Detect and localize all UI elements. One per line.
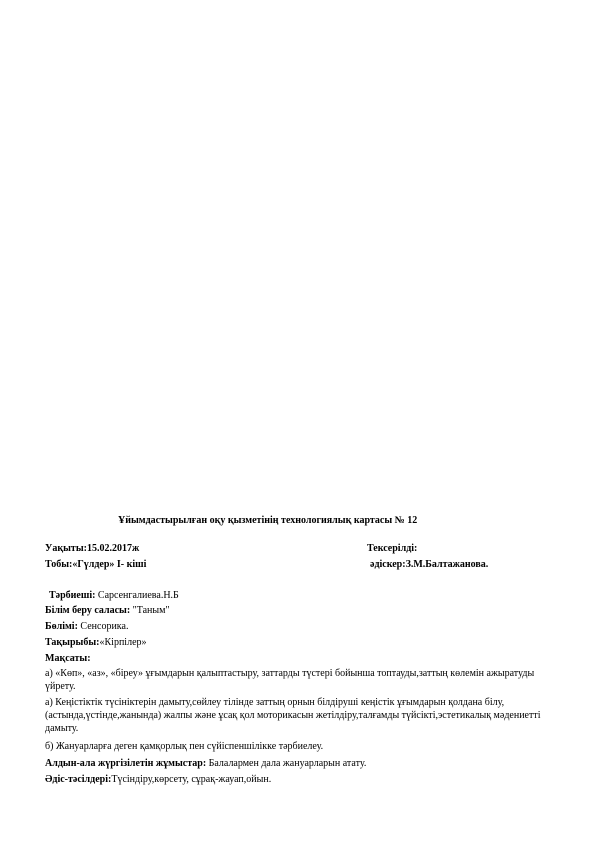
goal-a1: а) «Көп», «аз», «біреу» ұғымдарын қалыптастыру, заттарды түстері бойынша топтауды,заттың көлемін ажыратуды үйрету. <box>45 668 535 692</box>
section-value: Сенсорика. <box>77 621 129 632</box>
date-label: Уақыты: <box>45 543 87 554</box>
education-area-label: Білім беру саласы: <box>45 605 131 616</box>
methodist-line <box>370 558 488 571</box>
education-area-value: "Таным" <box>130 605 170 616</box>
goal-a2: а) Кеңістіктік түсініктерін дамыту,сөйлеу тілінде заттың орнын білдіруші кеңістік ұғымдарын қолдана білу,(астында,үстінде,жанында) жалпы және ұсақ қол моторикасын жетілдіру,талғамды түйсікті,эстетикалық мәдениетті дамыту. <box>45 697 541 734</box>
preliminary-line <box>45 757 366 770</box>
methods-label: Әдіс-тәсілдері: <box>45 774 112 785</box>
document-title: Ұйымдастырылған оқу қызметінің технологиялық картасы № 12 <box>118 515 418 526</box>
methods-line <box>45 773 271 786</box>
topic-line <box>45 636 147 649</box>
methodist-label: әдіскер: <box>370 559 406 570</box>
preliminary-label: Алдын-ала жүргізілетін жұмыстар: <box>45 758 207 769</box>
methods-value: Түсіндіру,көрсету, сұрақ-жауап,ойын. <box>111 774 272 785</box>
section-label: Бөлімі: <box>45 621 78 632</box>
topic-label: Тақырыбы: <box>45 637 100 648</box>
preliminary-value: Балалармен дала жануарларын атату. <box>206 758 367 769</box>
goal-b: б) Жануарларға деген қамқорлық пен сүйіспеншілікке тәрбиелеу. <box>45 741 324 752</box>
group-line <box>45 558 146 571</box>
date-line <box>45 542 139 555</box>
topic-value: «Кірпілер» <box>99 637 147 648</box>
date-value: 15.02.2017ж <box>86 543 140 554</box>
teacher-value: Сарсенгалиева.Н.Б <box>95 590 179 601</box>
checked-label: Тексерілді: <box>367 543 418 554</box>
group-value: «Гүлдер» I- кіші <box>72 559 147 570</box>
group-label: Тобы: <box>45 559 73 570</box>
section-line <box>45 620 128 633</box>
education-area-line <box>45 604 170 617</box>
methodist-value: З.М.Балтажанова. <box>405 559 489 570</box>
teacher-label: Тәрбиеші: <box>49 590 96 601</box>
goals-label: Мақсаты: <box>45 653 91 664</box>
teacher-line <box>49 589 179 602</box>
